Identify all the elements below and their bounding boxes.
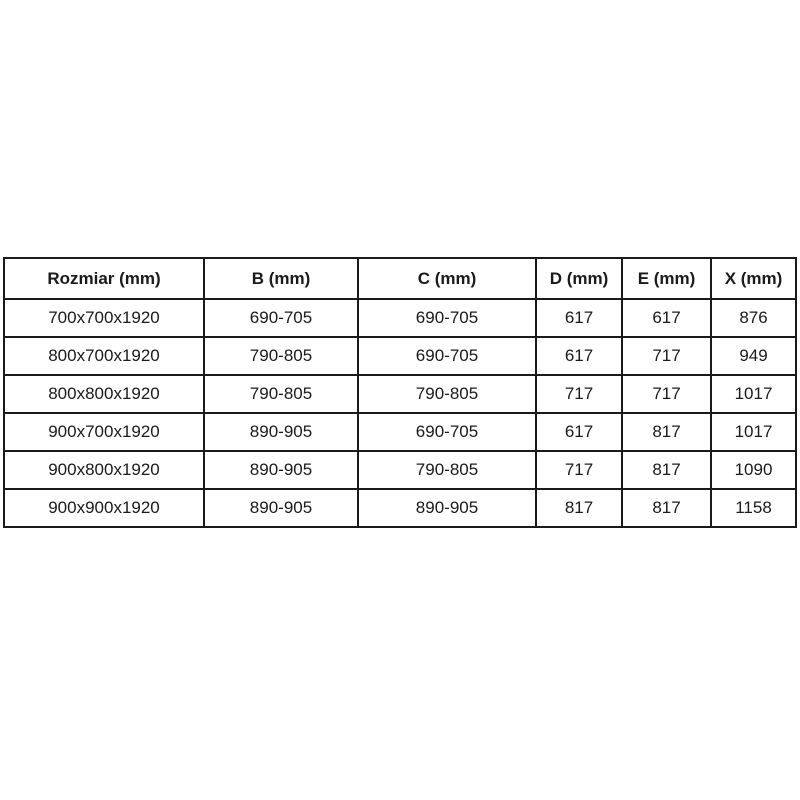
table-row <box>4 337 796 375</box>
table-cell: 890-905 <box>204 413 358 451</box>
table-cell: 817 <box>622 451 711 489</box>
table-cell: 890-905 <box>358 489 536 527</box>
table-cell: 700x700x1920 <box>4 299 204 337</box>
column-header-b: B (mm) <box>204 258 358 299</box>
column-header-rozmiar: Rozmiar (mm) <box>4 258 204 299</box>
table-cell: 1158 <box>711 489 796 527</box>
table-cell: 890-905 <box>204 489 358 527</box>
table-cell: 817 <box>536 489 622 527</box>
table-cell: 617 <box>536 413 622 451</box>
table-row <box>4 375 796 413</box>
table-cell: 690-705 <box>358 337 536 375</box>
table-cell: 949 <box>711 337 796 375</box>
column-header-x: X (mm) <box>711 258 796 299</box>
table-cell: 800x800x1920 <box>4 375 204 413</box>
table-cell: 717 <box>536 451 622 489</box>
table-row <box>4 413 796 451</box>
table-header <box>4 258 796 299</box>
table-cell: 790-805 <box>358 451 536 489</box>
table-cell: 690-705 <box>204 299 358 337</box>
table-row <box>4 489 796 527</box>
column-header-d: D (mm) <box>536 258 622 299</box>
header-row <box>4 258 796 299</box>
table-row <box>4 299 796 337</box>
table-cell: 617 <box>536 337 622 375</box>
table-cell: 617 <box>622 299 711 337</box>
table-cell: 717 <box>622 375 711 413</box>
table-cell: 817 <box>622 489 711 527</box>
table-cell: 690-705 <box>358 413 536 451</box>
table-cell: 1017 <box>711 375 796 413</box>
column-header-e: E (mm) <box>622 258 711 299</box>
table-cell: 876 <box>711 299 796 337</box>
table-cell: 690-705 <box>358 299 536 337</box>
table-cell: 717 <box>536 375 622 413</box>
table-cell: 717 <box>622 337 711 375</box>
table-cell: 900x900x1920 <box>4 489 204 527</box>
table-body <box>4 299 796 527</box>
table-cell: 790-805 <box>358 375 536 413</box>
table-row <box>4 451 796 489</box>
table-cell: 900x700x1920 <box>4 413 204 451</box>
table-cell: 900x800x1920 <box>4 451 204 489</box>
table-cell: 790-805 <box>204 375 358 413</box>
dimensions-table <box>3 257 797 528</box>
table-cell: 617 <box>536 299 622 337</box>
table-cell: 790-805 <box>204 337 358 375</box>
table-cell: 817 <box>622 413 711 451</box>
column-header-c: C (mm) <box>358 258 536 299</box>
table-cell: 1017 <box>711 413 796 451</box>
table-cell: 1090 <box>711 451 796 489</box>
table-cell: 800x700x1920 <box>4 337 204 375</box>
table-cell: 890-905 <box>204 451 358 489</box>
